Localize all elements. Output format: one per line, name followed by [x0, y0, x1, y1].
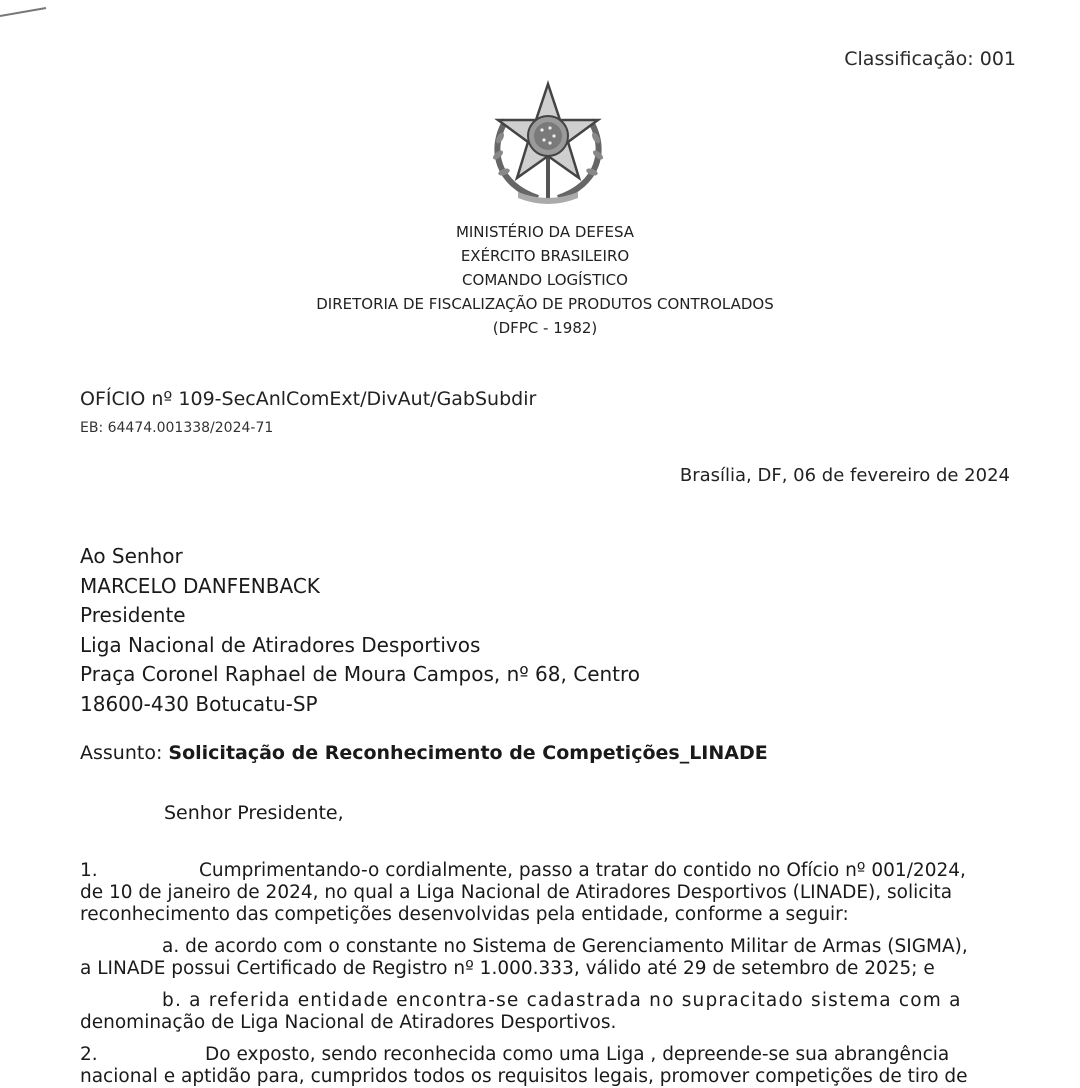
paragraph-text: a. de acordo com o constante no Sistema de Gerenciamento Militar de Armas (SIGMA),	[162, 936, 968, 957]
paragraph-item-b	[80, 990, 1014, 1034]
header-acronym: (DFPC - 1982)	[492, 319, 598, 337]
paragraph-text: reconhecimento das competições desenvolvidas pela entidade, conforme a seguir:	[80, 904, 849, 925]
document-date: Brasília, DF, 06 de fevereiro de 2024	[679, 465, 1010, 486]
address-line: Ao Senhor	[80, 544, 183, 568]
address-line: 18600-430 Botucatu-SP	[80, 691, 318, 716]
paragraph-text: Do exposto, sendo reconhecida como uma Liga , depreende-se sua abrangência	[205, 1044, 950, 1065]
address-line: Liga Nacional de Atiradores Desportivos	[80, 632, 481, 657]
paragraph-text: de 10 de janeiro de 2024, no qual a Liga Nacional de Atiradores Desportivos (LINADE), solicita	[80, 882, 953, 903]
header-directorate: DIRETORIA DE FISCALIZAÇÃO DE PRODUTOS CONTROLADOS	[316, 295, 774, 313]
classification-label: Classificação: 001	[844, 48, 1016, 70]
address-line: Praça Coronel Raphael de Moura Campos, nº 68, Centro	[80, 662, 641, 687]
address-line: Presidente	[80, 603, 186, 628]
paragraph-item-a	[80, 936, 1014, 980]
address-line: MARCELO DANFENBACK	[80, 573, 320, 598]
coat-of-arms-icon	[478, 80, 618, 208]
oficio-number: OFÍCIO nº 109-SecAnlComExt/DivAut/GabSubdir	[80, 388, 537, 410]
paragraph-2	[80, 1044, 1014, 1088]
paragraph-text: denominação de Liga Nacional de Atiradores Desportivos.	[80, 1012, 617, 1033]
paragraph-text: nacional e aptidão para, cumpridos todos os requisitos legais, promover competições de tiro de	[80, 1066, 968, 1087]
recipient-address	[80, 542, 640, 720]
header-ministry: MINISTÉRIO DA DEFESA	[455, 223, 635, 241]
paragraph-text: b. a referida entidade encontra-se cadastrada no supracitado sistema com a	[162, 990, 962, 1011]
paragraph-text: Cumprimentando-o cordialmente, passo a tratar do contido no Ofício nº 001/2024,	[199, 860, 966, 881]
salutation: Senhor Presidente,	[164, 802, 344, 824]
eb-protocol: EB: 64474.001338/2024-71	[80, 420, 274, 436]
subject-text: Solicitação de Reconhecimento de Competições_LINADE	[168, 742, 768, 764]
scan-mark	[0, 0, 60, 30]
paragraph-text: a LINADE possui Certificado de Registro nº 1.000.333, válido até 29 de setembro de 2025; e	[80, 958, 935, 979]
header-army: EXÉRCITO BRASILEIRO	[460, 247, 630, 265]
header-command: COMANDO LOGÍSTICO	[462, 271, 628, 289]
paragraph-1	[80, 860, 1014, 926]
paragraph-number: 1.	[80, 860, 98, 881]
subject-line	[80, 742, 768, 764]
subject-label: Assunto:	[80, 742, 163, 764]
letterhead	[0, 220, 1080, 340]
paragraph-number: 2.	[80, 1044, 98, 1065]
